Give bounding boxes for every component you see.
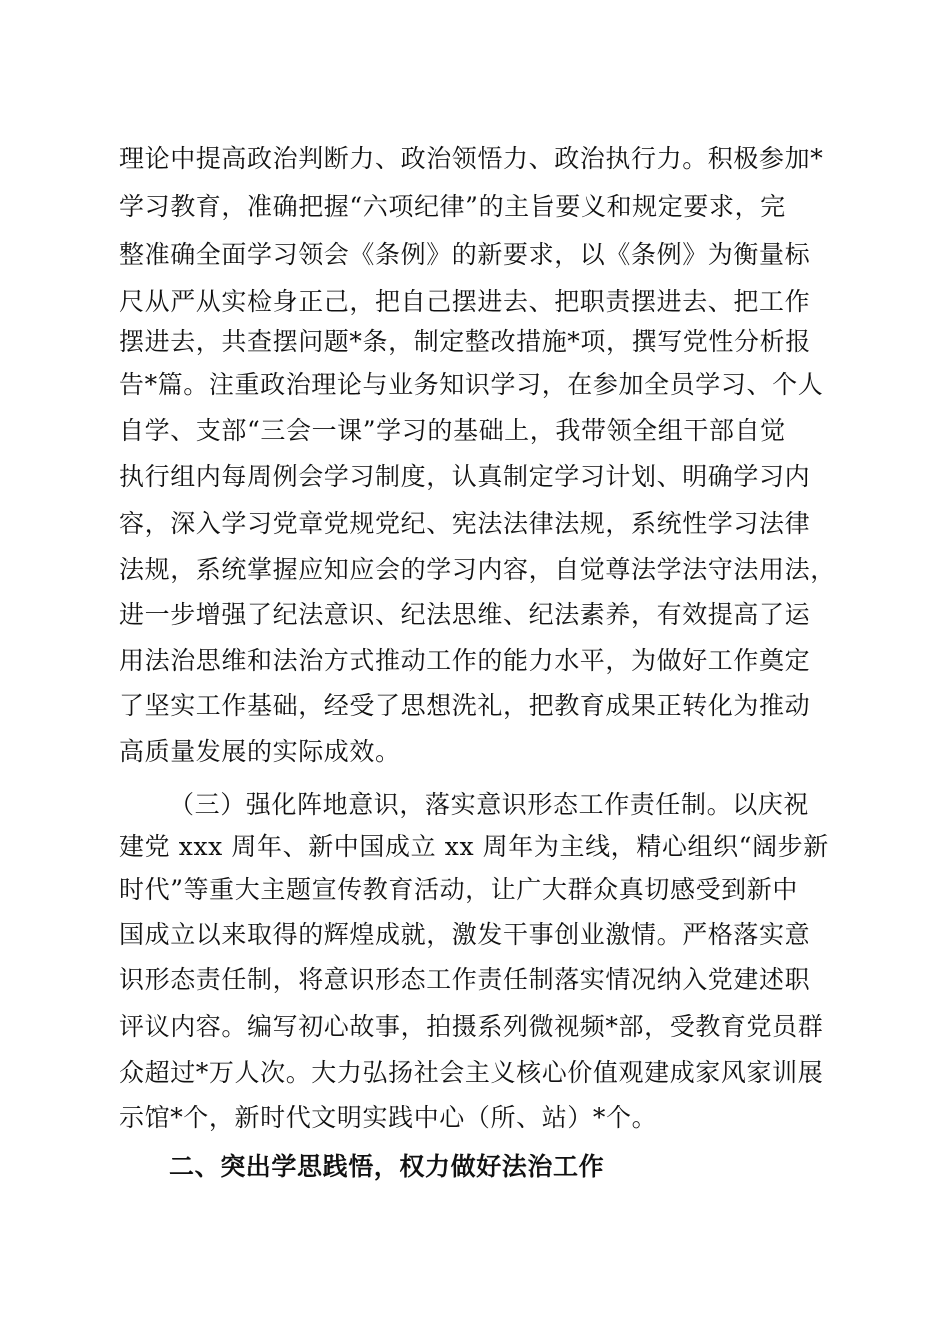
paragraph-line: 整准确全面学习领会《条例》的新要求，以《条例》为衡量标 [119,240,811,269]
paragraph-line: 识形态责任制，将意识形态工作责任制落实情况纳入党建述职 [119,965,811,994]
paragraph-line: 众超过*万人次。大力弘扬社会主义核心价值观建成家风家训展 [119,1058,824,1087]
paragraph-line: 法规，系统掌握应知应会的学习内容，自觉尊法学法守法用法， [119,555,836,584]
paragraph-line: 示馆*个，新时代文明实践中心（所、站）*个。 [119,1103,658,1132]
paragraph-line: 进一步增强了纪法意识、纪法思维、纪法素养，有效提高了运 [119,600,811,629]
paragraph-line: 时代”等重大主题宣传教育活动，让广大群众真切感受到新中 [119,875,798,904]
paragraph-line: 理论中提高政治判断力、政治领悟力、政治执行力。积极参加* [119,144,824,173]
paragraph-line: 尺从严从实检身正己，把自己摆进去、把职责摆进去、把工作 [119,287,811,316]
paragraph-line: 建党 xxx 周年、新中国成立 xx 周年为主线，精心组织“阔步新 [119,832,829,861]
paragraph-line: 国成立以来取得的辉煌成就，激发干事创业激情。严格落实意 [119,920,811,949]
paragraph-line: 了坚实工作基础，经受了思想洗礼，把教育成果正转化为推动 [119,691,811,720]
paragraph-line: 告*篇。注重政治理论与业务知识学习，在参加全员学习、个人 [119,370,824,399]
section-heading: 二、突出学思践悟，权力做好法治工作 [169,1152,605,1181]
paragraph-line: 评议内容。编写初心故事，拍摄系列微视频*部，受教育党员群 [119,1012,824,1041]
paragraph-line: 容，深入学习党章党规党纪、宪法法律法规，系统性学习法律 [119,509,811,538]
paragraph-line: 用法治思维和法治方式推动工作的能力水平，为做好工作奠定 [119,646,811,675]
paragraph-line: 摆进去，共查摆问题*条，制定整改措施*项，撰写党性分析报 [119,327,811,356]
paragraph-line: 学习教育，准确把握“六项纪律”的主旨要义和规定要求，完 [119,192,786,221]
paragraph-line: 高质量发展的实际成效。 [119,737,401,766]
paragraph-line: （三）强化阵地意识，落实意识形态工作责任制。以庆祝 [169,790,810,819]
paragraph-line: 自学、支部“三会一课”学习的基础上，我带领全组干部自觉 [119,416,786,445]
paragraph-line: 执行组内每周例会学习制度，认真制定学习计划、明确学习内 [119,462,811,491]
